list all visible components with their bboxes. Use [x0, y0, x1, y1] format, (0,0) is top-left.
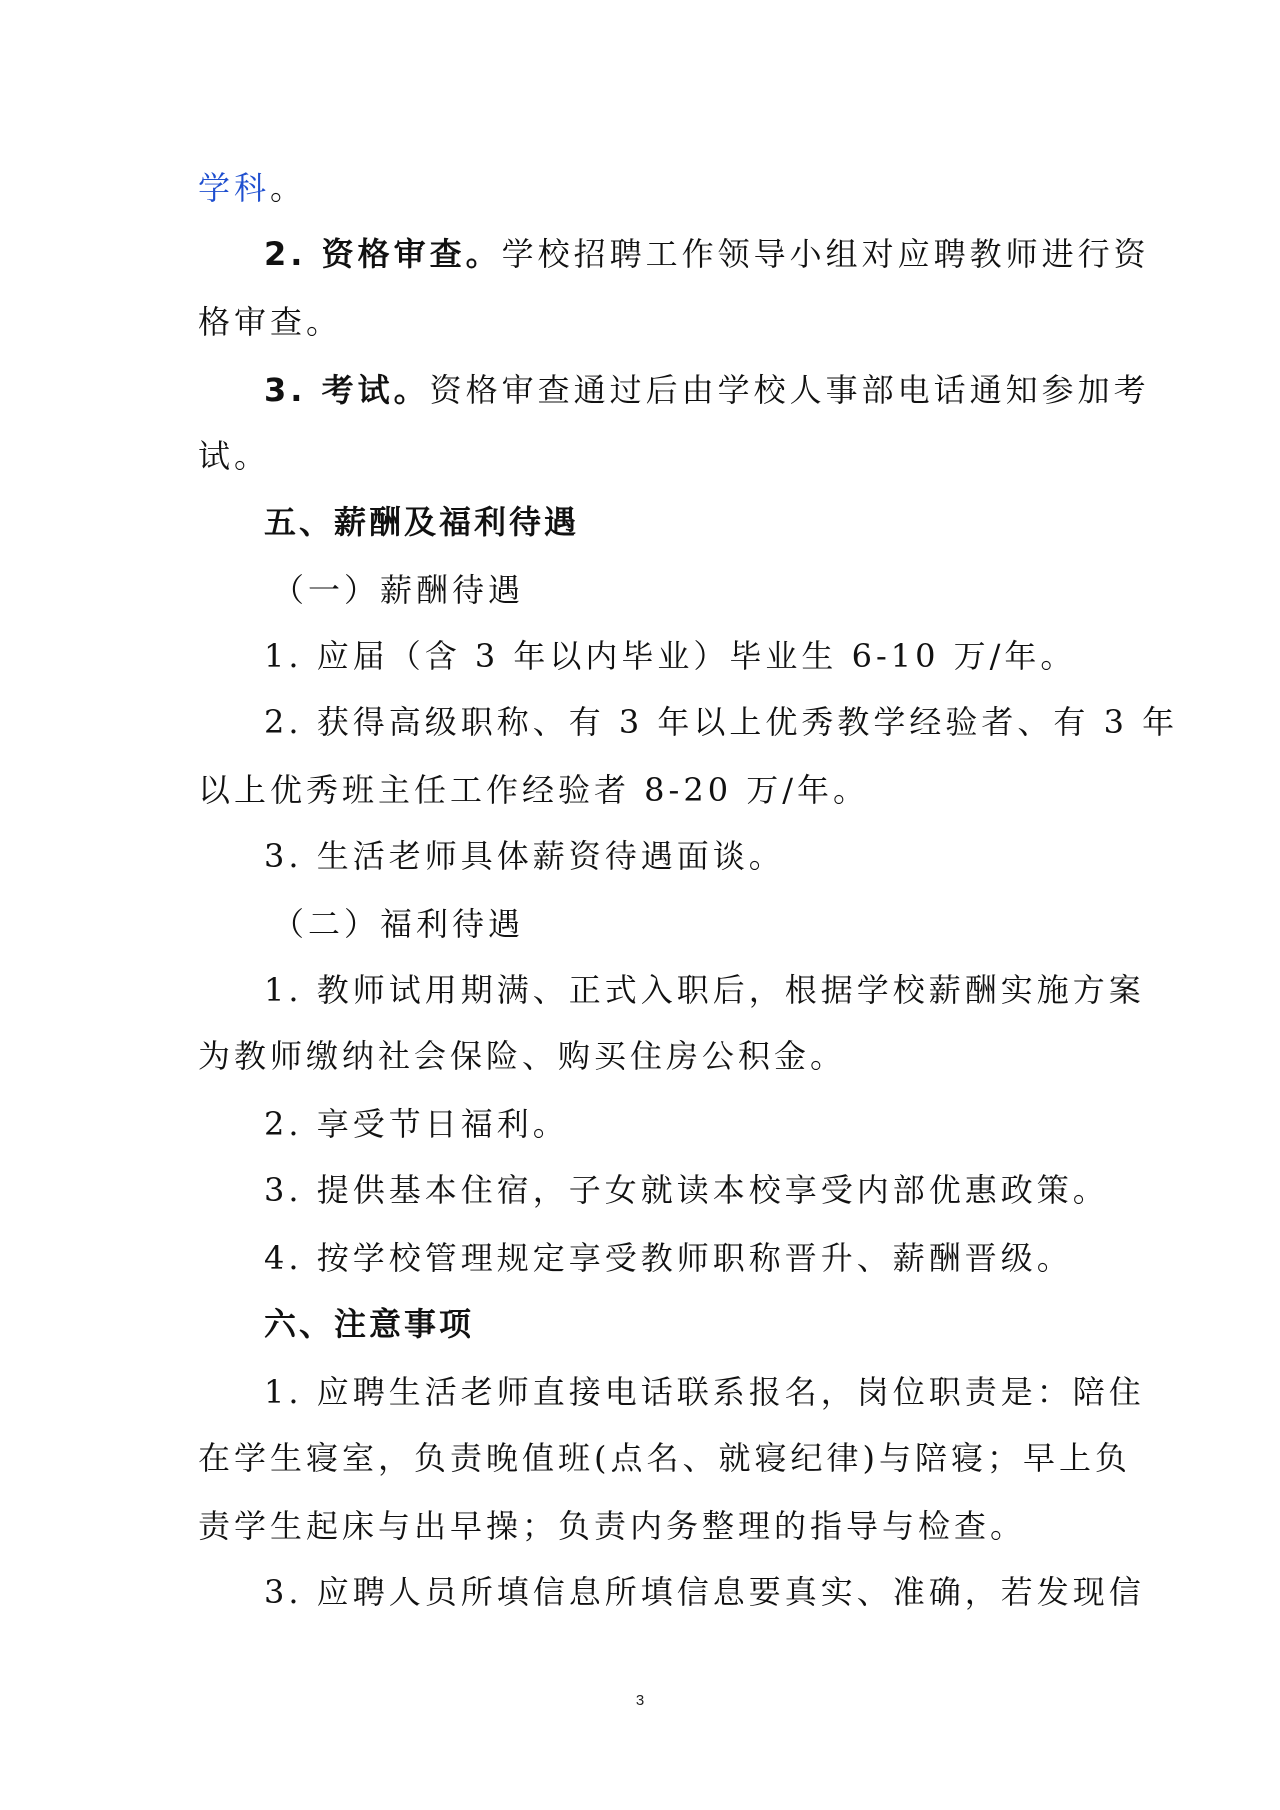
- text-line: [198, 166, 306, 210]
- page-number: 3: [635, 1692, 645, 1709]
- text-line: [264, 232, 1150, 276]
- section-heading: 六、注意事项: [264, 1305, 475, 1343]
- line-text: 。: [270, 169, 307, 207]
- line-text: 格审查。: [198, 303, 343, 341]
- section-heading: 五、薪酬及福利待遇: [264, 503, 580, 541]
- text-line: 1. 应届（含 3 年以内毕业）毕业生 6-10 万/年。: [264, 637, 1077, 675]
- text-line: 责学生起床与出早操；负责内务整理的指导与检查。: [198, 1507, 1027, 1545]
- text-line: 以上优秀班主任工作经验者 8-20 万/年。: [198, 771, 870, 809]
- sub-heading: （一）薪酬待遇: [272, 571, 525, 609]
- line-text: 试。: [198, 437, 271, 475]
- text-line: 1. 应聘生活老师直接电话联系报名，岗位职责是：陪住: [264, 1373, 1145, 1411]
- text-line: 为教师缴纳社会保险、购买住房公积金。: [198, 1037, 847, 1075]
- text-line: [264, 368, 1150, 412]
- text-line: 2. 享受节日福利。: [264, 1105, 569, 1143]
- text-line: 在学生寝室，负责晚值班(点名、就寝纪律)与陪寝；早上负: [198, 1439, 1131, 1477]
- sub-heading: （二）福利待遇: [272, 905, 525, 943]
- line-text: 资格审查通过后由学校人事部电话通知参加考: [429, 371, 1150, 409]
- text-line: 3. 应聘人员所填信息所填信息要真实、准确，若发现信: [264, 1573, 1145, 1611]
- text-line: 2. 获得高级职称、有 3 年以上优秀教学经验者、有 3 年: [264, 703, 1179, 741]
- line-lead: 3. 考试。: [264, 371, 430, 409]
- link-text[interactable]: 学科: [198, 169, 271, 207]
- text-line: 1. 教师试用期满、正式入职后，根据学校薪酬实施方案: [264, 971, 1145, 1009]
- text-line: [198, 434, 270, 478]
- line-lead: 2. 资格审查。: [264, 235, 502, 273]
- text-line: [198, 300, 342, 344]
- line-text: 学校招聘工作领导小组对应聘教师进行资: [501, 235, 1150, 273]
- text-line: 4. 按学校管理规定享受教师职称晋升、薪酬晋级。: [264, 1239, 1073, 1277]
- text-line: 3. 提供基本住宿，子女就读本校享受内部优惠政策。: [264, 1171, 1109, 1209]
- text-line: 3. 生活老师具体薪资待遇面谈。: [264, 837, 785, 875]
